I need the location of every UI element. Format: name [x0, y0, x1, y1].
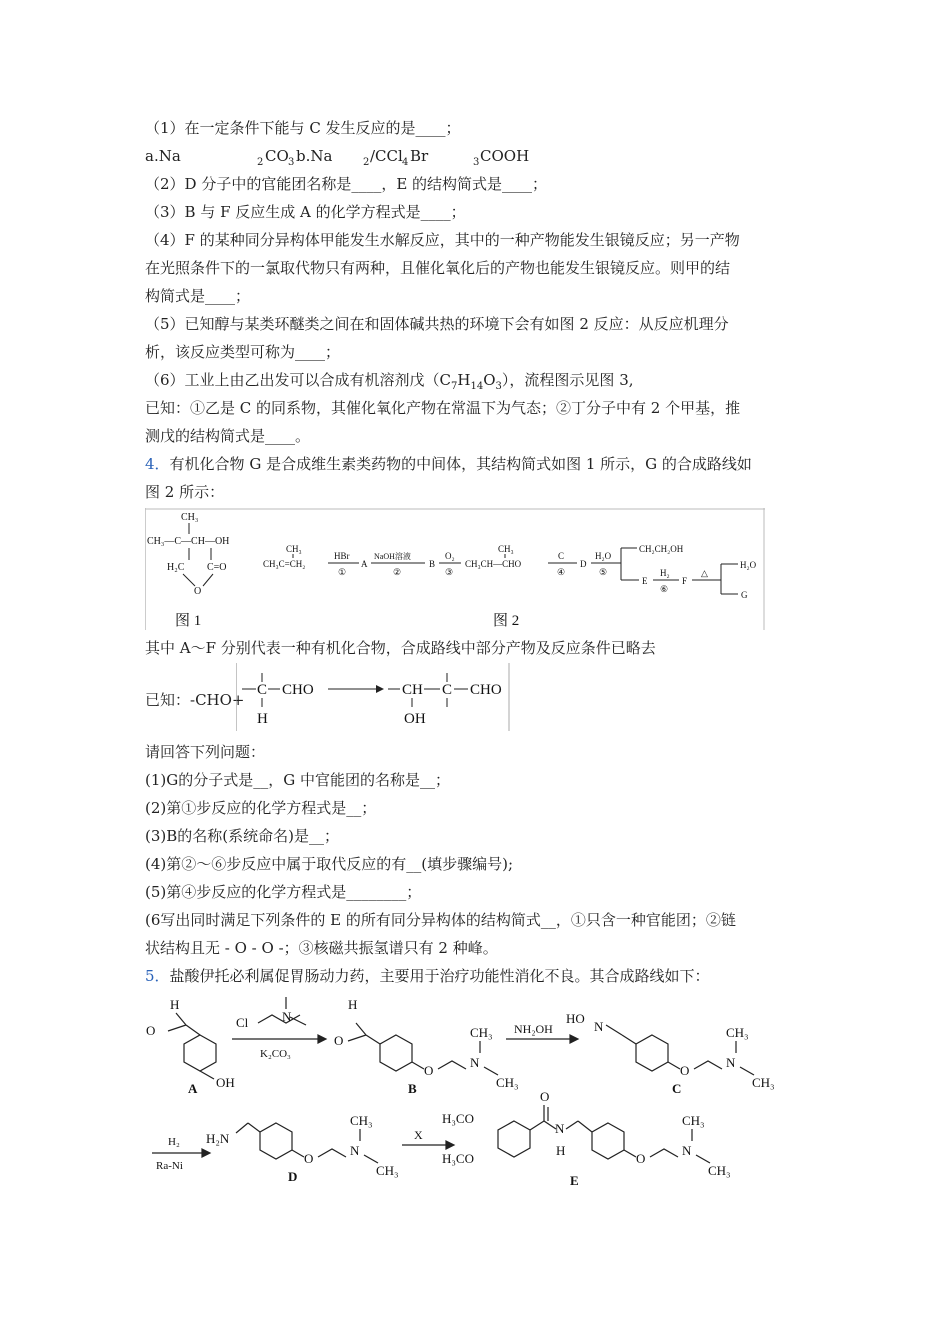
q4-question-4: (4)第②～⑥步反应中属于取代反应的有__(填步骤编号);: [145, 855, 514, 873]
q4-question-3: (3)B的名称(系统命名)是__；: [145, 827, 339, 845]
question-number-4: 4．: [145, 455, 170, 473]
c-oxime-n: N: [594, 1019, 604, 1034]
b-aldehyde-h: H: [348, 997, 358, 1012]
q3-options: [145, 146, 565, 168]
fig2-E: E: [642, 576, 648, 586]
e-methyl-bottom: CH₃: [708, 1163, 731, 1178]
q5-intro-line: [145, 966, 710, 986]
q3-p6-pre: （6）工业上由乙出发可以合成有机溶剂戊（C: [145, 371, 452, 389]
fig2-step4: ④: [557, 567, 566, 577]
reagent-1-n: N: [282, 1009, 292, 1024]
e-amide-h: H: [556, 1143, 566, 1158]
q5-intro-text: 盐酸伊托必利属促胃肠动力药，主要用于治疗功能性消化不良。其合成路线如下：: [169, 967, 710, 985]
reagent-4: X: [414, 1128, 423, 1142]
option-cooh-sub: 3: [473, 157, 480, 168]
q4-question-6-line2: 状结构且无 - O - O -；③核磁共振氢谱只有 2 种峰。: [145, 939, 498, 957]
fig2-step3: ③: [445, 567, 454, 577]
q3-part6-line1: [145, 370, 634, 397]
option-co3-sub: 3: [288, 157, 295, 168]
a-aldehyde-o: O: [146, 1023, 156, 1038]
q3-p6-sub3: 3: [495, 381, 502, 392]
q3-part6-line3: 测戊的结构简式是____。: [145, 427, 311, 445]
reagent-2: NH₂OH: [514, 1022, 553, 1036]
fig1-ring-o: O: [194, 586, 202, 597]
q3-part4-line3: 构简式是____；: [145, 287, 251, 305]
fig2-F: F: [682, 576, 688, 586]
option-co3: CO: [265, 147, 289, 165]
b-ether-o: O: [424, 1063, 434, 1078]
e-amide-n: N: [555, 1121, 565, 1136]
q3-p6-O: O: [483, 371, 496, 389]
e-carbonyl-o: O: [540, 1089, 550, 1104]
fig2-label: 图 2: [493, 613, 520, 629]
compound-label-D: D: [288, 1169, 298, 1184]
c-ether-o: O: [680, 1063, 690, 1078]
q3-part6-line2: 已知：①乙是 C 的同系物，其催化氧化产物在常温下为气态；②丁分子中有 2 个甲基，推: [145, 399, 741, 417]
fig2-A: A: [361, 559, 368, 569]
b-amine-n: N: [470, 1055, 480, 1070]
known-c2: C: [442, 682, 453, 698]
c-methyl-top: CH₃: [726, 1025, 749, 1040]
known-c1: C: [257, 682, 268, 698]
fig1-h2c: H₂C: [167, 562, 185, 573]
reagent-3-h2: H₂: [168, 1136, 180, 1148]
b-aldehyde-o: O: [334, 1033, 344, 1048]
e-methoxy-top: H₃CO: [442, 1111, 474, 1126]
fig2-h2o: H₂O: [595, 551, 612, 561]
q4-known-label: 已知：-CHO+: [145, 691, 245, 709]
known-cho2: CHO: [470, 682, 502, 698]
d-amine-n: N: [350, 1143, 360, 1158]
fig1-main-row: CH₃—C—CH—OH: [147, 536, 230, 547]
d-methyl-bottom: CH₃: [376, 1163, 399, 1178]
fig2-h2o-out: H₂O: [740, 560, 757, 570]
option-cooh: COOH: [480, 147, 530, 165]
q4-known-reaction: [236, 663, 510, 731]
fig2-step5: ⑤: [599, 567, 608, 577]
option-b-sub: 2: [363, 157, 370, 168]
fig1-label: 图 1: [175, 613, 202, 629]
q5-synthesis-route: [140, 995, 800, 1195]
reagent-1-base: K₂CO₃: [260, 1048, 291, 1060]
q3-p6-sub14: 14: [470, 381, 484, 392]
q4-question-1: (1)G的分子式是__，G 中官能团的名称是__；: [145, 771, 450, 789]
e-methoxy-bottom: H₃CO: [442, 1151, 474, 1166]
fig2-aldehyde: CH₃CH—CHO: [465, 559, 522, 569]
c-oxime-ho: HO: [566, 1011, 585, 1026]
q4-intro-text: 有机化合物 G 是合成维生素类药物的中间体，其结构简式如图 1 所示，G 的合成路线如: [169, 455, 752, 473]
fig2-C: C: [558, 551, 565, 561]
fig2-D: D: [580, 559, 587, 569]
fig2-o2: O₂: [445, 551, 455, 561]
question-number-5: 5．: [145, 967, 170, 985]
known-cho1: CHO: [282, 682, 314, 698]
fig2-step1: ①: [338, 567, 347, 577]
q3-part4-line1: （4）F 的某种同分异构体甲能发生水解反应，其中的一种产物能发生银镜反应；另一产物: [145, 231, 740, 249]
d-ether-o: O: [304, 1151, 314, 1166]
fig2-B: B: [429, 559, 436, 569]
q4-question-5: (5)第④步反应的化学方程式是________；: [145, 883, 422, 901]
fig2-step2: ②: [393, 567, 402, 577]
compound-label-B: B: [408, 1081, 417, 1096]
q3-p6-post: ），流程图示见图 3,: [501, 371, 634, 389]
fig2-step6: ⑥: [660, 584, 669, 594]
q3-part1: （1）在一定条件下能与 C 发生反应的是____；: [145, 119, 461, 137]
a-aldehyde-h: H: [170, 997, 180, 1012]
figure2-route: [263, 544, 757, 600]
c-methyl-bottom: CH₃: [752, 1075, 775, 1090]
option-ccl4-sub: 4: [402, 157, 409, 168]
option-a: a.Na: [145, 147, 181, 165]
q4-intro-line2: 图 2 所示：: [145, 483, 225, 501]
q3-part4-line2: 在光照条件下的一氯取代物只有两种，且催化氧化后的产物也能发生银镜反应。则甲的结: [145, 259, 731, 277]
c-amine-n: N: [726, 1055, 736, 1070]
q3-part5-line1: （5）已知醇与某类环醚类之间在和固体碱共热的环境下会有如图 2 反应：从反应机理分: [145, 315, 729, 333]
q4-figure-synthesis: [145, 508, 765, 630]
d-amine-h2n: H₂N: [206, 1131, 230, 1146]
q3-p6-H: H: [457, 371, 471, 389]
figure1-structure-g: [147, 512, 229, 597]
q4-ask: 请回答下列问题：: [145, 743, 266, 761]
option-b: b.Na: [296, 147, 333, 165]
q4-question-6-line1: (6写出同时满足下列条件的 E 的所有同分异构体的结构简式__，①只含一种官能团；②链: [145, 911, 736, 929]
q4-note: 其中 A～F 分别代表一种有机化合物，合成路线中部分产物及反应条件已略去: [145, 639, 656, 657]
fig1-co: C=O: [207, 562, 227, 573]
compound-label-C: C: [672, 1081, 682, 1096]
q3-part3: （3）B 与 F 反应生成 A 的化学方程式是____；: [145, 203, 466, 221]
fig2-hbr: HBr: [334, 551, 350, 561]
b-methyl-bottom: CH₃: [496, 1075, 519, 1090]
option-ccl4: /CCl: [370, 147, 403, 165]
known-oh: OH: [404, 711, 426, 727]
fig2-h2: H₂: [660, 568, 670, 578]
option-br: Br: [410, 147, 429, 165]
fig2-ald-ch3: CH₃: [498, 544, 514, 554]
d-methyl-top: CH₃: [350, 1113, 373, 1128]
known-h: H: [257, 711, 268, 727]
compound-label-E: E: [570, 1173, 579, 1188]
q4-question-2: (2)第①步反应的化学方程式是__；: [145, 799, 377, 817]
fig2-G: G: [741, 590, 748, 600]
reagent-1-cl: Cl: [236, 1015, 249, 1030]
reagent-3-catalyst: Ra-Ni: [156, 1160, 183, 1172]
option-a-sub: 2: [257, 157, 264, 168]
q3-part5-line2: 析，该反应类型可称为____；: [145, 343, 341, 361]
fig1-ch3-top: CH₃: [181, 512, 199, 523]
e-ether-o: O: [636, 1151, 646, 1166]
known-ch: CH: [402, 682, 423, 698]
a-hydroxyl: OH: [216, 1075, 235, 1090]
q3-part2: （2）D 分子中的官能团名称是____，E 的结构简式是____；: [145, 175, 548, 193]
b-methyl-top: CH₃: [470, 1025, 493, 1040]
e-methyl-top: CH₃: [682, 1113, 705, 1128]
compound-label-A: A: [188, 1081, 198, 1096]
q3-p6-sub7: 7: [451, 381, 458, 392]
fig2-heat: △: [701, 568, 708, 578]
fig2-start-ch3: CH₃: [286, 544, 302, 554]
fig2-naoh: NaOH溶液: [374, 552, 411, 561]
fig2-ch2ch2oh: CH₂CH₂OH: [639, 544, 684, 554]
fig2-start: CH₃C=CH₂: [263, 559, 306, 569]
q4-intro-line1: [145, 454, 752, 474]
e-amine-n: N: [682, 1143, 692, 1158]
